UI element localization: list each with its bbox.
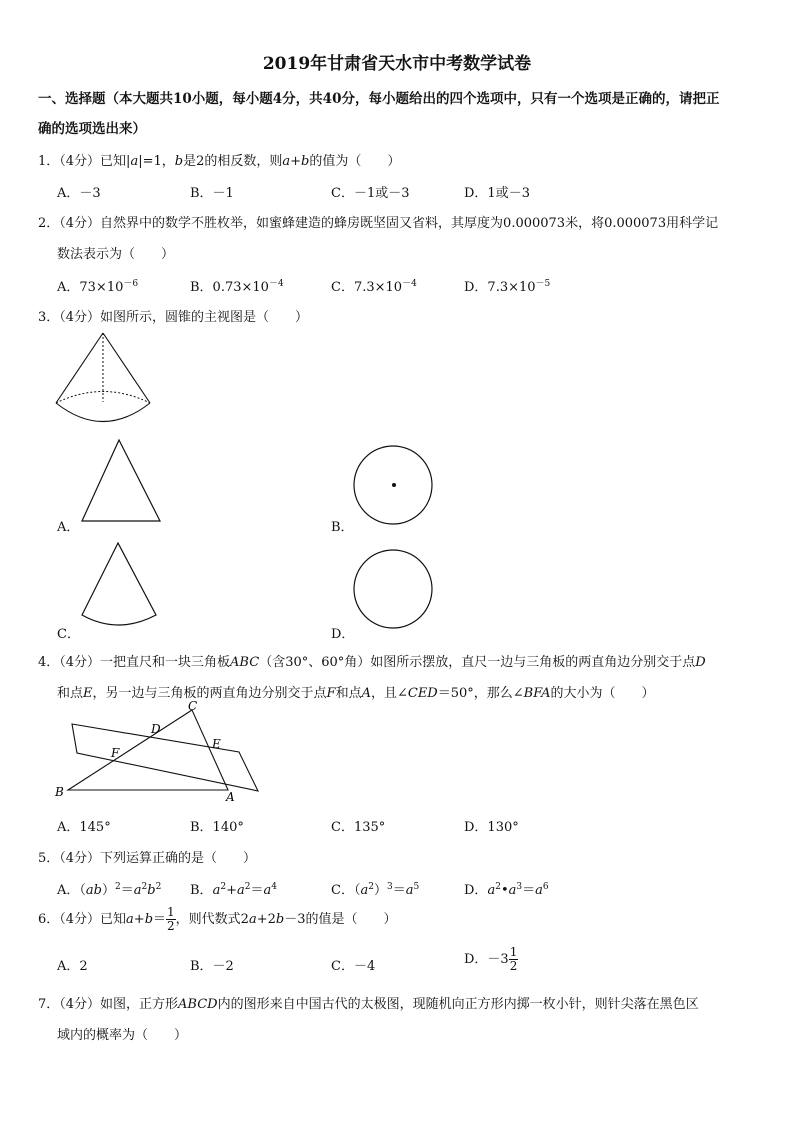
question-7-line1 [38,993,699,1012]
q1-var-a: a [130,154,139,169]
q5c-prefix: C．（ [331,883,361,898]
question-5: 5．（4分）下列运算正确的是（ ） [38,851,257,866]
q4-line2b: ，另一边与三角板的两直角边分别交于点 [92,686,327,701]
q1-option-d[interactable]: D．1或－3 [464,186,530,201]
q3-option-c-label[interactable]: C． [57,627,80,642]
q2-option-b[interactable] [190,276,284,295]
fig-label-a: A [226,790,235,804]
q2-option-c-base: C．7.3×10 [331,280,403,295]
q5b-e1: 2 [220,882,227,892]
q4-abc: ABC [230,655,260,670]
q3-option-b-circle[interactable] [352,444,436,528]
q5c-v2: a [405,883,414,898]
q2-option-c[interactable] [331,276,417,295]
q6-v1: a [248,912,257,927]
q6-head: 6．（4分）已知 [38,912,127,927]
fig-label-e: E [212,737,221,751]
ruler-triangle-figure [50,700,270,810]
q4-option-a[interactable]: A．145° [57,820,111,835]
q5d-e2: 3 [516,882,523,892]
q1-head: 1．（4分）已知| [38,154,131,169]
q5d-dot: • [500,883,509,898]
q2-option-b-base: B．0.73×10 [190,280,269,295]
q5d-eq: ＝ [522,883,536,898]
q1-tail: 是2的相反数，则 [183,154,283,169]
q5a-v2: a [133,883,142,898]
q1-expr: a+b [282,154,310,169]
q3-option-c-sector[interactable] [78,540,168,632]
q5-option-d[interactable] [464,879,549,898]
question-1 [38,150,400,169]
q5a-mid: ） [101,883,115,898]
q5a-e3: 2 [155,882,162,892]
q6-option-b[interactable]: B．－2 [190,959,234,974]
q6-eq: ＝ [153,912,167,927]
q5-option-b[interactable] [190,879,277,898]
fig-label-c: C [188,699,198,713]
q2-option-d-exp: －5 [535,279,551,289]
q1-mid: |=1， [138,154,175,169]
q5b-v2: a [236,883,245,898]
q6d-frac-den: 2 [509,959,518,973]
q6-tail: －3的值是（ ） [284,912,397,927]
q5c-e2: 3 [386,882,393,892]
q6-v2: b [275,912,285,927]
q3-option-d-circle[interactable] [352,548,436,632]
q5a-prefix: A．（ [57,883,86,898]
q3-option-a-triangle[interactable] [80,438,164,524]
q2-option-a-exp: －6 [123,279,139,289]
q7-line1b: 内的图形来自中国古代的太极图，现随机向正方形内掷一枚小针，则针尖落在黑色区 [217,997,699,1012]
question-2-line1: 2．（4分）自然界中的数学不胜枚举，如蜜蜂建造的蜂房既坚固又省料，其厚度为0.000073米，将0.000073用科学记 [38,216,719,231]
q5c-v1: a [360,883,369,898]
q6d-fraction [509,946,519,973]
q5d-e1: 2 [495,882,501,892]
q5a-v3: b [147,883,156,898]
q5d-v3: a [535,883,543,898]
q6-mid: ，则代数式2 [175,912,249,927]
cone-figure [50,330,160,430]
fig-label-f: F [111,746,120,760]
q4-d: D [695,655,706,670]
q6-option-c[interactable]: C．－4 [331,959,376,974]
q5c-eq: ＝ [392,883,406,898]
question-2-line2: 数法表示为（ ） [57,247,175,262]
fig-label-b: B [55,785,64,799]
q1-tail2: 的值为（ ） [309,154,401,169]
q1-var-b: b [174,154,184,169]
q5a-e1: 2 [114,882,121,892]
q1-option-b[interactable]: B．－1 [190,186,234,201]
q5d-prefix: D． [464,883,488,898]
q4-line1b: （含30°、60°角）如图所示摆放，直尺一边与三角板的两直角边分别交于点 [259,655,696,670]
q6-option-a[interactable]: A．2 [57,959,88,974]
question-6 [38,906,397,933]
q1-option-a[interactable]: A．－3 [57,186,101,201]
q2-option-c-exp: －4 [402,279,417,289]
q4-option-b[interactable]: B．140° [190,820,244,835]
section-heading-line2: 确的选项选出来） [38,121,146,137]
q5c-e1: 2 [368,882,374,892]
section-heading-line1: 一、选择题（本大题共10小题，每小题4分，共40分，每小题给出的四个选项中，只有一个选项是正确的，请把正 [38,91,720,107]
q4-option-d[interactable]: D．130° [464,820,519,835]
q4-line2a: 和点 [57,686,84,701]
q4-ced: CED [407,686,438,701]
question-3: 3．（4分）如图所示，圆锥的主视图是（ ） [38,310,309,325]
q6-fraction [166,906,176,933]
q6-frac-den: 2 [167,919,175,933]
page-title: 2019年甘肃省天水市中考数学试卷 [262,54,532,74]
q3-option-d-label[interactable]: D． [331,627,355,642]
q1-option-c[interactable]: C．－1或－3 [331,186,410,201]
q4-e: E [83,686,93,701]
q5-option-a[interactable] [57,879,161,898]
q4-bfa: BFA [523,686,551,701]
q5-option-c[interactable] [331,879,419,898]
q5a-e2: 2 [141,882,148,892]
q5a-v1: ab [85,883,102,898]
q6-expr: a+b [126,912,154,927]
q6d-frac-num: 1 [509,945,518,959]
q4-line2e: ＝50°，那么∠ [437,686,524,701]
q4-line1a: 4．（4分）一把直尺和一块三角板 [38,655,231,670]
q3-option-a-label[interactable]: A． [57,520,80,535]
q4-line2c: 和点 [335,686,362,701]
q6-plus: +2 [256,912,276,927]
q5b-v1: a [212,883,221,898]
q5d-e3: 6 [542,882,549,892]
q2-option-d-base: D．7.3×10 [464,280,536,295]
fig-label-d: D [151,722,161,736]
question-7-line2: 域内的概率为（ ） [57,1028,188,1043]
q6-option-d[interactable] [464,946,518,973]
q7-abcd: ABCD [178,997,218,1012]
q4-option-c[interactable]: C．135° [331,820,386,835]
q3-option-b-label[interactable]: B． [331,520,354,535]
q2-option-b-exp: －4 [268,279,284,289]
q5b-e2: 2 [244,882,251,892]
question-4-line1 [38,651,706,670]
q5c-mid: ） [373,883,387,898]
q4-line2f: 的大小为（ ） [550,686,655,701]
q5b-v3: a [263,883,272,898]
q5b-eq: ＝ [250,883,264,898]
q5b-prefix: B． [190,883,213,898]
q5b-plus: + [226,883,237,898]
q5c-e3: 5 [413,882,420,892]
q7-line1a: 7．（4分）如图，正方形 [38,997,179,1012]
question-4-line2 [57,682,655,701]
q5d-v2: a [508,883,517,898]
q5b-e3: 4 [271,882,277,892]
q4-line2d: ，且∠ [370,686,408,701]
q2-option-a-base: A．73×10 [57,280,124,295]
q2-option-a[interactable] [57,276,138,295]
q4-f: F [326,686,336,701]
q6d-prefix: D．－3 [464,952,509,967]
q4-a: A [361,686,371,701]
q5d-v1: a [487,883,496,898]
q5a-eq: ＝ [120,883,134,898]
q2-option-d[interactable] [464,276,550,295]
q6-frac-num: 1 [167,905,175,919]
